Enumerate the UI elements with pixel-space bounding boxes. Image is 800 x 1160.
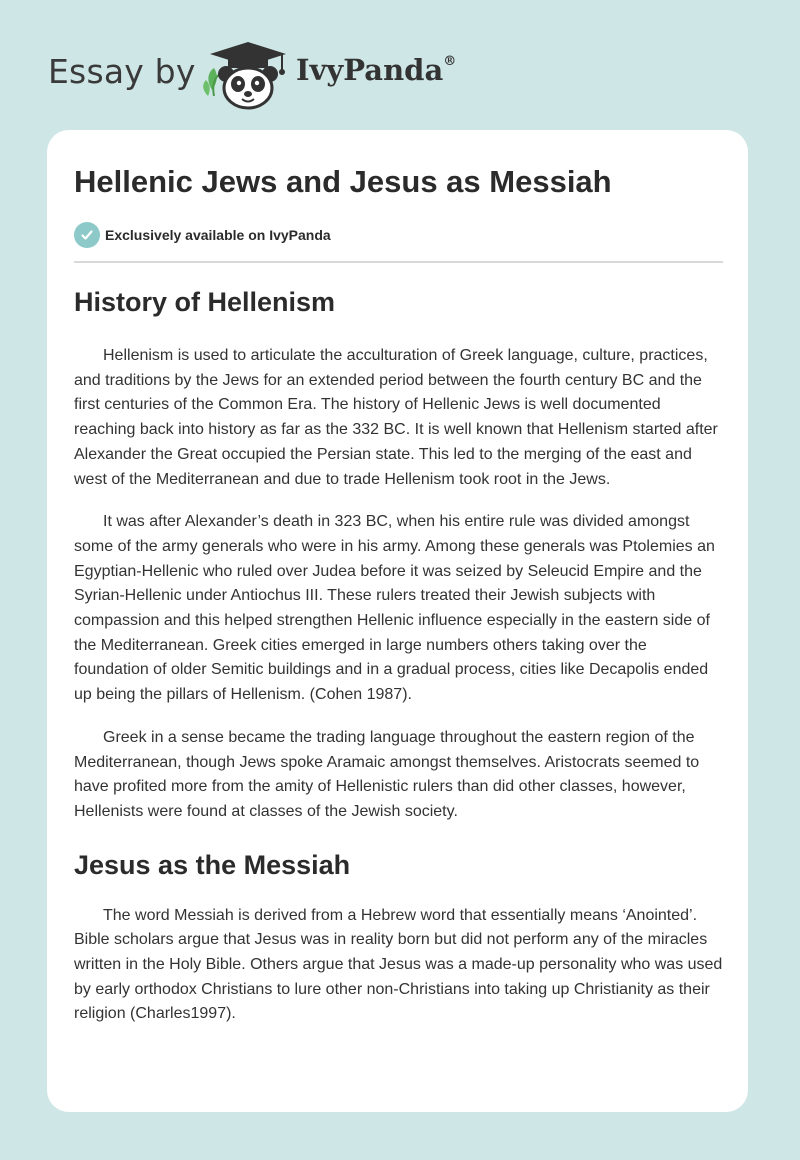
brand-name bbox=[296, 53, 456, 87]
section-heading: History of Hellenism bbox=[74, 287, 336, 317]
section-heading: Jesus as the Messiah bbox=[74, 849, 351, 880]
exclusive-badge-text: Exclusively available on IvyPanda bbox=[105, 227, 331, 243]
paragraph: Greek in a sense became the trading language throughout the eastern region of the Mediterranean, though Jews spoke Aramaic amongst themselves. Aristocrats seemed to have profited more from the amity of Hellenistic rulers than did other classes, however, Hellenists were found at classes of the Jewish society. bbox=[74, 728, 700, 820]
exclusive-badge bbox=[74, 222, 331, 248]
essay-title: Hellenic Jews and Jesus as Messiah bbox=[74, 164, 612, 199]
paragraph: Hellenism is used to articulate the acculturation of Greek language, culture, practices, and traditions by the Jews for an extended period between the fourth century BC and the first centuries of the Common Era. The history of Hellenic Jews is well documented reaching back into history as far as the 332 BC. It is well known that Hellenism started after Alexander the Great occupied the Persian state. This led to the merging of the east and west of the Mediterranean and due to trade Hellenism took root in the Jews. bbox=[74, 347, 718, 488]
registered-mark: ® bbox=[443, 54, 457, 70]
brand-name-text: IvyPanda bbox=[296, 53, 444, 87]
paragraph: The word Messiah is derived from a Hebrew word that essentially means ‘Anointed’. Bible scholars argue that Jesus was in reality born but did not perform any of the miracles written in the Holy Bible. Others argue that Jesus was a made-up personality who was used by early orthodox Christians to lure other non-Christians into taking up Christianity as their religion (Charles1997). bbox=[74, 906, 723, 1023]
essay-card bbox=[47, 130, 748, 1112]
essay-body bbox=[74, 280, 724, 1045]
essay-by-label: Essay by bbox=[48, 52, 196, 91]
title-divider bbox=[74, 261, 723, 263]
site-header bbox=[0, 0, 800, 120]
check-circle-icon bbox=[74, 222, 100, 248]
panda-graduate-icon bbox=[198, 36, 294, 112]
paragraph: It was after Alexander’s death in 323 BC, when his entire rule was divided amongst some of the army generals who were in his army. Among these generals was Ptolemies an Egyptian-Hellenic who ruled over Judea before it was seized by Seleucid Empire and the Syrian-Hellenic under Antiochus III. These rulers treated their Jewish subjects with compassion and this helped strengthen Hellenic influence especially in the eastern side of the Mediterranean. Greek cities emerged in large numbers others taking over the foundation of older Semitic buildings and in a gradual process, cities like Decapolis ended up being the pillars of Hellenism. (Cohen 1987). bbox=[74, 513, 715, 704]
